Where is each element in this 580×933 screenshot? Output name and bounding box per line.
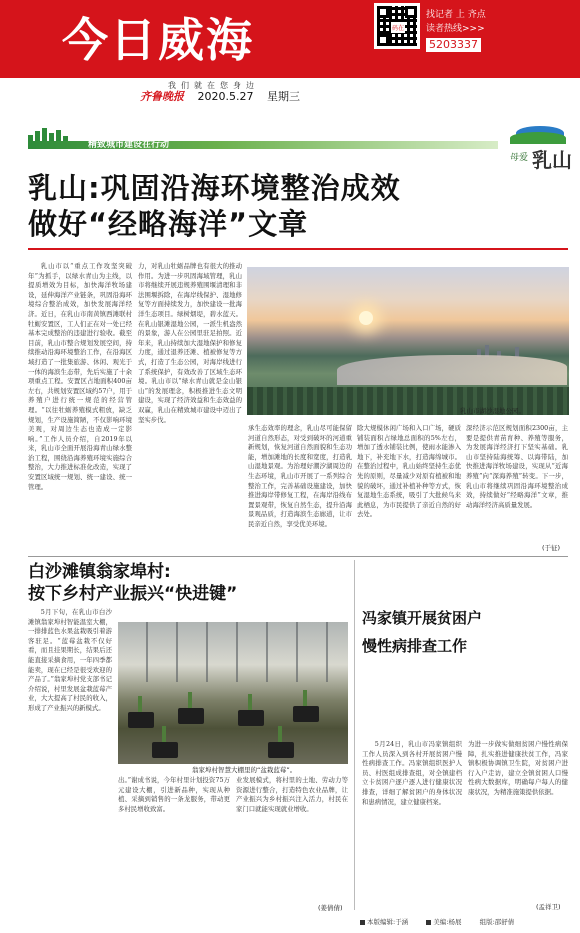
story3-column-1: 5月24日，乳山市冯家镇组织工作人员深入到各村开展贫困户慢性病排查工作。冯家镇组织医护人员、村医组成排查组，对全镇建档立卡贫困户逐户逐人进行健康状况排查，详细了解贫困户的身体状况和患病情况，建立健康档案。 xyxy=(362,740,462,806)
logo-big-text: 乳山 xyxy=(532,148,572,172)
story3-column-2: 为进一步做实做细贫困户慢性病保障，扎实推进健康扶贫工作，冯家镇积极协调镇卫生院，对贫困户进行入户走访，建立全镇贫困人口慢性病大数据库，明确每户每人的健康状况，为精准施策提供依据。 xyxy=(468,740,568,796)
story3-byline: (孟祥卫) xyxy=(536,903,561,911)
masthead-title: 今日威海 xyxy=(62,13,254,67)
story2-title-line1: 白沙滩镇翁家埠村: xyxy=(28,562,171,582)
story1-headline xyxy=(28,170,401,242)
qr-tag: 码在 xyxy=(391,22,405,33)
story2-title xyxy=(28,561,237,605)
paper-name: 齐鲁晚报 xyxy=(140,90,184,103)
headline-line1: 乳山:巩固沿海环境整治成效 xyxy=(28,171,401,205)
story1-column-1: 乳山市以“重点工作攻坚突破年”为抓手，以绿水青山为主线，以提质增效为目标，加快海洋牧场建设，延伸海洋产业链条，巩固沿海环境综合整治成效，加快发展海洋经济。近日，在乳山市南黄镇西滩联村牡蛎安置区，工人们正在对一处已经基本完成整治的违建进行验收。截至目前，乳山市整合规划发展空间，持续推动沿海环境整治工作，在沿海区域打造了一批集旅游、休闲、观光于一体的海滨生态带，先后实施了十余项重点工程。安置区占地面积400亩左右，共规划安置区域约57户，用于养殖户进行统一规范的经营管理。“以往牡蛎养殖模式粗放，缺乏规划，生产设施简陋，不仅影响环境美观，对周边生态也造成一定影响。”工作人员介绍，自2019年以来，乳山市全面开展沿海青山绿水整治工程，围绕沿海养殖环境实施综合整治，大力推进标准化改造，实现了安置区域统一规划、统一建设、统一管理。 xyxy=(28,262,132,491)
issue-date: 2020.5.27 xyxy=(197,90,254,103)
story2-column-3: 业发展模式，将村里的土地、劳动力等资源进行整合，打造特色农业品牌，让产业振兴为乡村振兴注入活力，村民在家门口就能实现就业增收。 xyxy=(236,776,348,813)
headline-line2: 做好“经略海洋”文章 xyxy=(28,207,309,241)
qr-code-icon xyxy=(374,3,420,49)
hotline-line1: 找记者 上 齐点 xyxy=(426,10,486,20)
headline-rule xyxy=(28,248,568,250)
masthead-slogan: 我们就在您身边 xyxy=(168,81,259,90)
story2-title-line2: 按下乡村产业振兴“快进键” xyxy=(28,584,238,604)
city-skyline-icon xyxy=(28,128,78,141)
story2-column-2: 出。”谢成书说，今年村里计划投资75万元建设大棚，引进新品种，实现从种植、采摘到销售的一条龙服务，带动更多村民增收致富。 xyxy=(118,776,230,813)
rushan-logo xyxy=(506,120,572,186)
story3-title xyxy=(362,604,482,660)
story1-column-4: 除大规模休闲广场和入口广场，硬质铺装面积占绿地总面积的5%左右，增加了透水铺装比例，使雨水能渗入地下，补充地下水，打造海绵城市。在整治过程中，乳山始终坚持生态优先的原则，尽量减少对原有植被和地貌的破坏，通过补植补种等方式，恢复湿地生态系统，吸引了大批候鸟来此栖息，为市民提供了亲近自然的好去处。 xyxy=(357,424,461,519)
section-label: 精致城市建设在行动 xyxy=(88,140,170,150)
footer-proofreader: 组版:邵舒倩 xyxy=(479,918,515,926)
page-footer xyxy=(360,917,530,926)
greenhouse-blueberry-photo xyxy=(118,622,348,764)
section-banner xyxy=(28,128,508,156)
story1-column-3: 承生态效率的理念，乳山尽可能保留河道自然形态，对受到破坏的河道重新规划，恢复河道自然面貌和生态功能，增加滩地的长度和宽度，打造乳山湿地景观。为治理好潮汐湖周边的生态环境，乳山市开展了一系列综合整治工作，完善基础设施建设，加快推进海岸带修复工程，在海岸沿线布置景观带，恢复自然生态，提升沿海景观品质，打造海滨生态廊道，让市民亲近自然，享受优美环境。 xyxy=(248,424,352,528)
issue-weekday: 星期三 xyxy=(266,90,300,103)
story2-photo-caption: 翁家埠村智慧大棚里的“盆栽蓝莓”。 xyxy=(192,766,297,774)
story1-column-5: 深经济示范区规划面积2300亩，主要是提供青苗育种、养殖等服务，为发展海洋经济打下坚实基础。乳山市坚持陆海统筹、以海带陆，加快推进海洋牧场建设，实现从“近海养殖”向“深海养殖”转变。下一步，乳山市将继续巩固沿海环境整治成效，持续做好“经略海洋”文章，推动海洋经济高质量发展。 xyxy=(466,424,568,509)
story1-byline: (于征) xyxy=(542,544,561,552)
story2-column-1: 5月下旬，在乳山市白沙滩镇翁家埠村智能温室大棚，一排排蓝色水果盆栽吸引着游客驻足。“蓝莓盆栽不仅好看，而且挂果期长，结果后还能直接采摘食用，一年四季都能卖，现在已经是很受欢迎的产品了。”翁家埠村党支部书记介绍说，村里发展盆栽蓝莓产业，大大提高了村民的收入，形成了产业振兴的新模式。 xyxy=(28,608,112,712)
story2-byline: (姜倩倩) xyxy=(318,904,343,912)
reader-hotline xyxy=(426,8,486,53)
wetland-park-photo xyxy=(247,267,569,415)
story1-column-2: 力，对乳山牡蛎品牌也有很大的推动作用。为进一步巩固海域管理，乳山市将继续开展违规养殖围堰清理和非法围堰拆除，在海岸线保护、湿地修复等方面持续发力，加快建设一批海洋生态项目。绿树烟堤，碧水蓝天。在乳山银滩湿地公园，一派生机盎然的景象，游人在公园里驻足拍照。近年来，乳山持续加大湿地保护和修复力度，通过退养还滩、植被修复等方式，打造了生态公园，对海岸线进行了系统保护，有效改善了区域生态环境。乳山市以“绿水青山就是金山银山”的发展理念，积极推进生态文明建设，实现了经济效益和生态效益的双赢，乳山在精致城市建设中迈出了坚实步伐。 xyxy=(138,262,242,424)
logo-small-text: 母爱 xyxy=(510,153,529,163)
footer-designer: 美编:杨展 xyxy=(433,918,462,926)
footer-editor: 本版编辑:于涵 xyxy=(367,918,409,926)
story3-title-line1: 冯家镇开展贫困户 xyxy=(362,609,483,627)
story3-title-line2: 慢性病排查工作 xyxy=(362,637,468,655)
story1-photo-caption: 乳山市湖沙湿地公园。 xyxy=(460,407,525,415)
hotline-number: 5203337 xyxy=(426,38,481,52)
hotline-line2: 读者热线>>> xyxy=(426,24,485,34)
masthead-date-row xyxy=(140,88,310,104)
